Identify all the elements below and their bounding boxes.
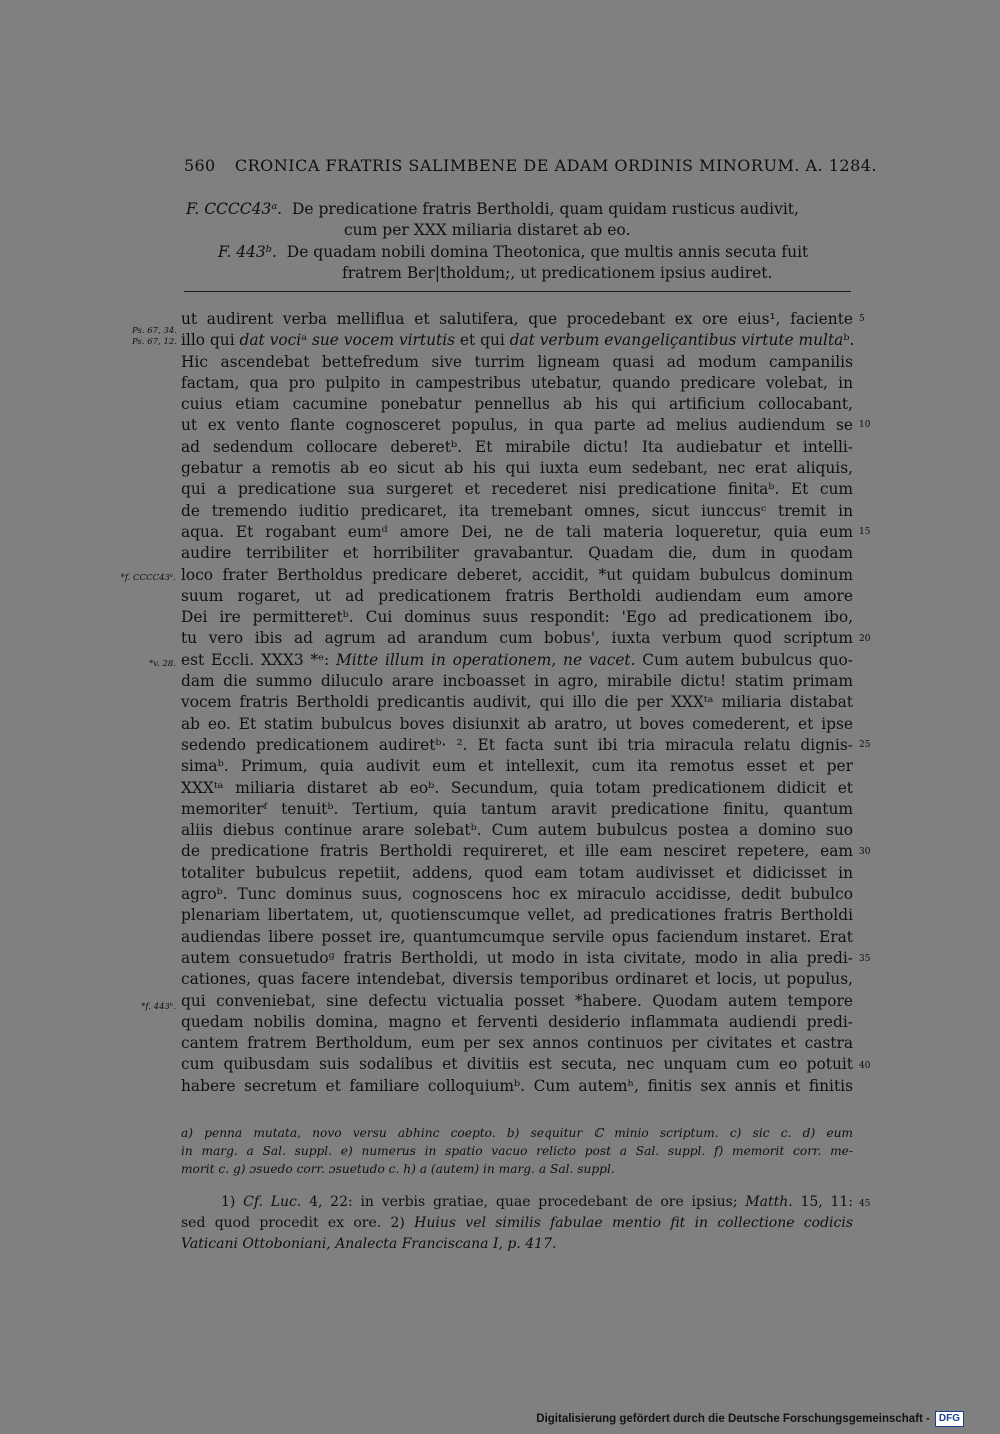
text-line: qui conveniebat, sine defectu victualia posset *habere. Quodam autem tempore <box>181 991 853 1010</box>
text-line: factam, qua pro pulpito in campestribus utebatur, quando predicare volebat, in <box>181 373 853 392</box>
page-number: 560 <box>184 156 216 175</box>
text-line: audire terribiliter et horribiliter gravabantur. Quadam die, dum in quodam <box>181 544 853 563</box>
line-number-45: 45 <box>859 1199 871 1209</box>
text-line: tu vero ibis ad agrum ad arandum cum bobus', iuxta verbum quod scriptum <box>181 629 853 648</box>
rubric-2-cont: fratrem Ber|tholdum;, ut predicationem ipsius audiret. <box>342 264 773 282</box>
line-number-30: 30 <box>859 847 871 857</box>
text-line: agroᵇ. Tunc dominus suus, cognoscens hoc ex miraculo accidisse, dedit bubulco <box>181 885 853 904</box>
footnote-line: Vaticani Ottoboniani, Analecta Franciscana I, p. 417. <box>181 1236 557 1252</box>
margin-ref-folio-2: *f. 443ᵇ. <box>141 1002 176 1012</box>
text-line: aliis diebus continue arare solebatᵇ. Cum autem bubulcus postea a domino suo <box>181 821 853 840</box>
separator-rule <box>184 291 851 292</box>
text-line: dam die summo diluculo arare incboasset in agro, mirabile dictu! statim primam <box>181 672 853 691</box>
dfg-logo: DFG <box>935 1411 964 1427</box>
digitization-credit <box>536 1410 964 1428</box>
text-line: cantem fratrem Bertholdum, eum per sex annos continuos per civitates et castra <box>181 1034 853 1053</box>
credit-text: Digitalisierung gefördert durch die Deutsche Forschungsgemeinschaft - <box>536 1413 930 1425</box>
text-line: memoriterᶠ tenuitᵇ. Tertium, quia tantum aravit predicatione finitu, quantum <box>181 799 853 818</box>
text-line: plenariam libertatem, ut, quotienscumque vellet, ad predicationes fratris Bertholdi <box>181 906 853 925</box>
rubric-1: F. CCCC43ᵃ. De predicatione fratris Bertholdi, quam quidam rusticus audivit, <box>186 200 799 218</box>
text-line: totaliter bubulcus repetiit, addens, quod eam totam audivisset et didicisset in <box>181 863 853 882</box>
text-line: simaᵇ. Primum, quia audivit eum et intellexit, cum ita remotus esset et per <box>181 757 853 776</box>
text-line: de predicatione fratris Bertholdi requireret, et ille eam nesciret repetere, eam <box>181 842 853 861</box>
text-line: ab eo. Et statim bubulcus boves disiunxit ab aratro, ut boves comederent, et ipse <box>181 714 853 733</box>
apparatus-line: morit c. g) ɔsuedo corr. ɔsuetudo c. h) a (autem) in marg. a Sal. suppl. <box>181 1162 615 1176</box>
text-line: cuius etiam cacumine ponebatur pennellus ab his qui artificium collocabant, <box>181 395 853 414</box>
line-number-15: 15 <box>859 527 871 537</box>
text-line: ad sedendum collocare deberetᵇ. Et mirabile dictu! Ita audiebatur et intelli- <box>181 437 853 456</box>
text-line: cum quibusdam suis sodalibus et divitiis est secuta, nec unquam cum eo potuit <box>181 1055 853 1074</box>
footnote-line: sed quod procedit ex ore. 2) Huius vel similis fabulae mentio fit in collectione codicis <box>181 1215 854 1231</box>
text-line: gebatur a remotis ab eo sicut ab his qui iuxta eum sedebant, nec erat aliquis, <box>181 459 853 478</box>
line-number-10: 10 <box>859 420 871 430</box>
critical-apparatus <box>181 1124 853 1178</box>
line-number-25: 25 <box>859 740 871 750</box>
text-line: Hic ascendebat bettefredum sive turrim ligneam quasi ad modum campanilis <box>181 352 853 371</box>
body-text <box>181 309 853 1097</box>
text-line: quedam nobilis domina, magno et ferventi desiderio inflammata audiendi predi- <box>181 1012 853 1031</box>
line-number-35: 35 <box>859 954 871 964</box>
text-line: ut audirent verba melliflua et salutifera, que procedebant ex ore eius¹, faciente <box>181 310 853 328</box>
rubric-2: F. 443ᵇ. De quadam nobili domina Theotonica, que multis annis secuta fuit <box>218 243 809 261</box>
text-line: illo qui dat vociᵃ sue vocem virtutis et qui dat verbum evangeliçantibus virtute multaᵇ. <box>181 331 855 350</box>
text-line: aqua. Et rogabant eumᵈ amore Dei, ne de tali materia loqueretur, quia eum <box>181 522 853 541</box>
line-number-40: 40 <box>859 1061 871 1071</box>
margin-ref-ps-67-34: Ps. 67, 34. <box>132 326 177 336</box>
footnote-line: 1) Cf. Luc. 4, 22: in verbis gratiae, quae procedebant de ore ipsius; Matth. 15, 11: <box>221 1194 853 1210</box>
margin-ref-verse-28: *v. 28. <box>149 659 176 669</box>
running-header <box>184 156 878 175</box>
text-line: ut ex vento flante cognosceret populus, in qua parte ad melius audiendum se <box>181 416 853 435</box>
text-line: Dei ire permitteretᵇ. Cui dominus suus respondit: 'Ego ad predicationem ibo, <box>181 608 853 627</box>
footnotes <box>181 1192 853 1255</box>
line-number-20: 20 <box>859 634 871 644</box>
text-line: est Eccli. XXX3 *ᵉ: Mitte illum in operationem, ne vacet. Cum autem bubulcus quo- <box>181 650 853 669</box>
text-line: autem consuetudoᵍ fratris Bertholdi, ut modo in ista civitate, modo in alia predi- <box>181 948 853 967</box>
line-number-5: 5 <box>859 314 865 324</box>
text-line: sedendo predicationem audiretᵇ· ². Et facta sunt ibi tria miracula relatu dignis- <box>181 735 853 754</box>
text-line: qui a predicatione sua surgeret et recederet nisi predicatione finitaᵇ. Et cum <box>181 480 853 499</box>
text-line: loco frater Bertholdus predicare deberet, accidit, *ut quidam bubulcus dominum <box>181 565 853 584</box>
text-line: de tremendo iuditio predicaret, ita tremebant omnes, sicut iunccusᶜ tremit in <box>181 501 853 520</box>
text-line: audiendas libere posset ire, quantumcumque servile opus faciendum instaret. Erat <box>181 927 853 946</box>
apparatus-line: in marg. a Sal. suppl. e) numerus in spatio vacuo relicto post a Sal. suppl. f) memorit corr. me- <box>181 1144 853 1158</box>
text-line: habere secretum et familiare colloquiumᵇ. Cum autemʰ, finitis sex annis et finitis <box>181 1076 853 1095</box>
text-line: XXXᵗᵃ miliaria distaret ab eoᵇ. Secundum, quia totam predicationem didicit et <box>181 778 853 797</box>
margin-ref-ps-67-12: Ps. 67, 12. <box>132 337 177 347</box>
text-line: cationes, quas facere intendebat, diversis temporibus ordinaret et locis, ut populus, <box>181 970 853 989</box>
text-line: suum rogaret, ut ad predicationem fratris Bertholdi audiendam eum amore <box>181 586 853 605</box>
rubric-1-cont: cum per XXX miliaria distaret ab eo. <box>344 221 631 239</box>
running-title: CRONICA FRATRIS SALIMBENE DE ADAM ORDINIS MINORUM. A. 1284. <box>234 156 878 175</box>
margin-ref-folio-1: *f. CCCC43ᵇ. <box>120 573 176 583</box>
text-line: vocem fratris Bertholdi predicantis audivit, qui illo die per XXXᵗᵃ miliaria distabat <box>181 693 853 712</box>
apparatus-line: a) penna mutata, novo versu abhinc coepto. b) sequitur ℂ minio scriptum. c) sic c. d) eum <box>181 1126 853 1140</box>
